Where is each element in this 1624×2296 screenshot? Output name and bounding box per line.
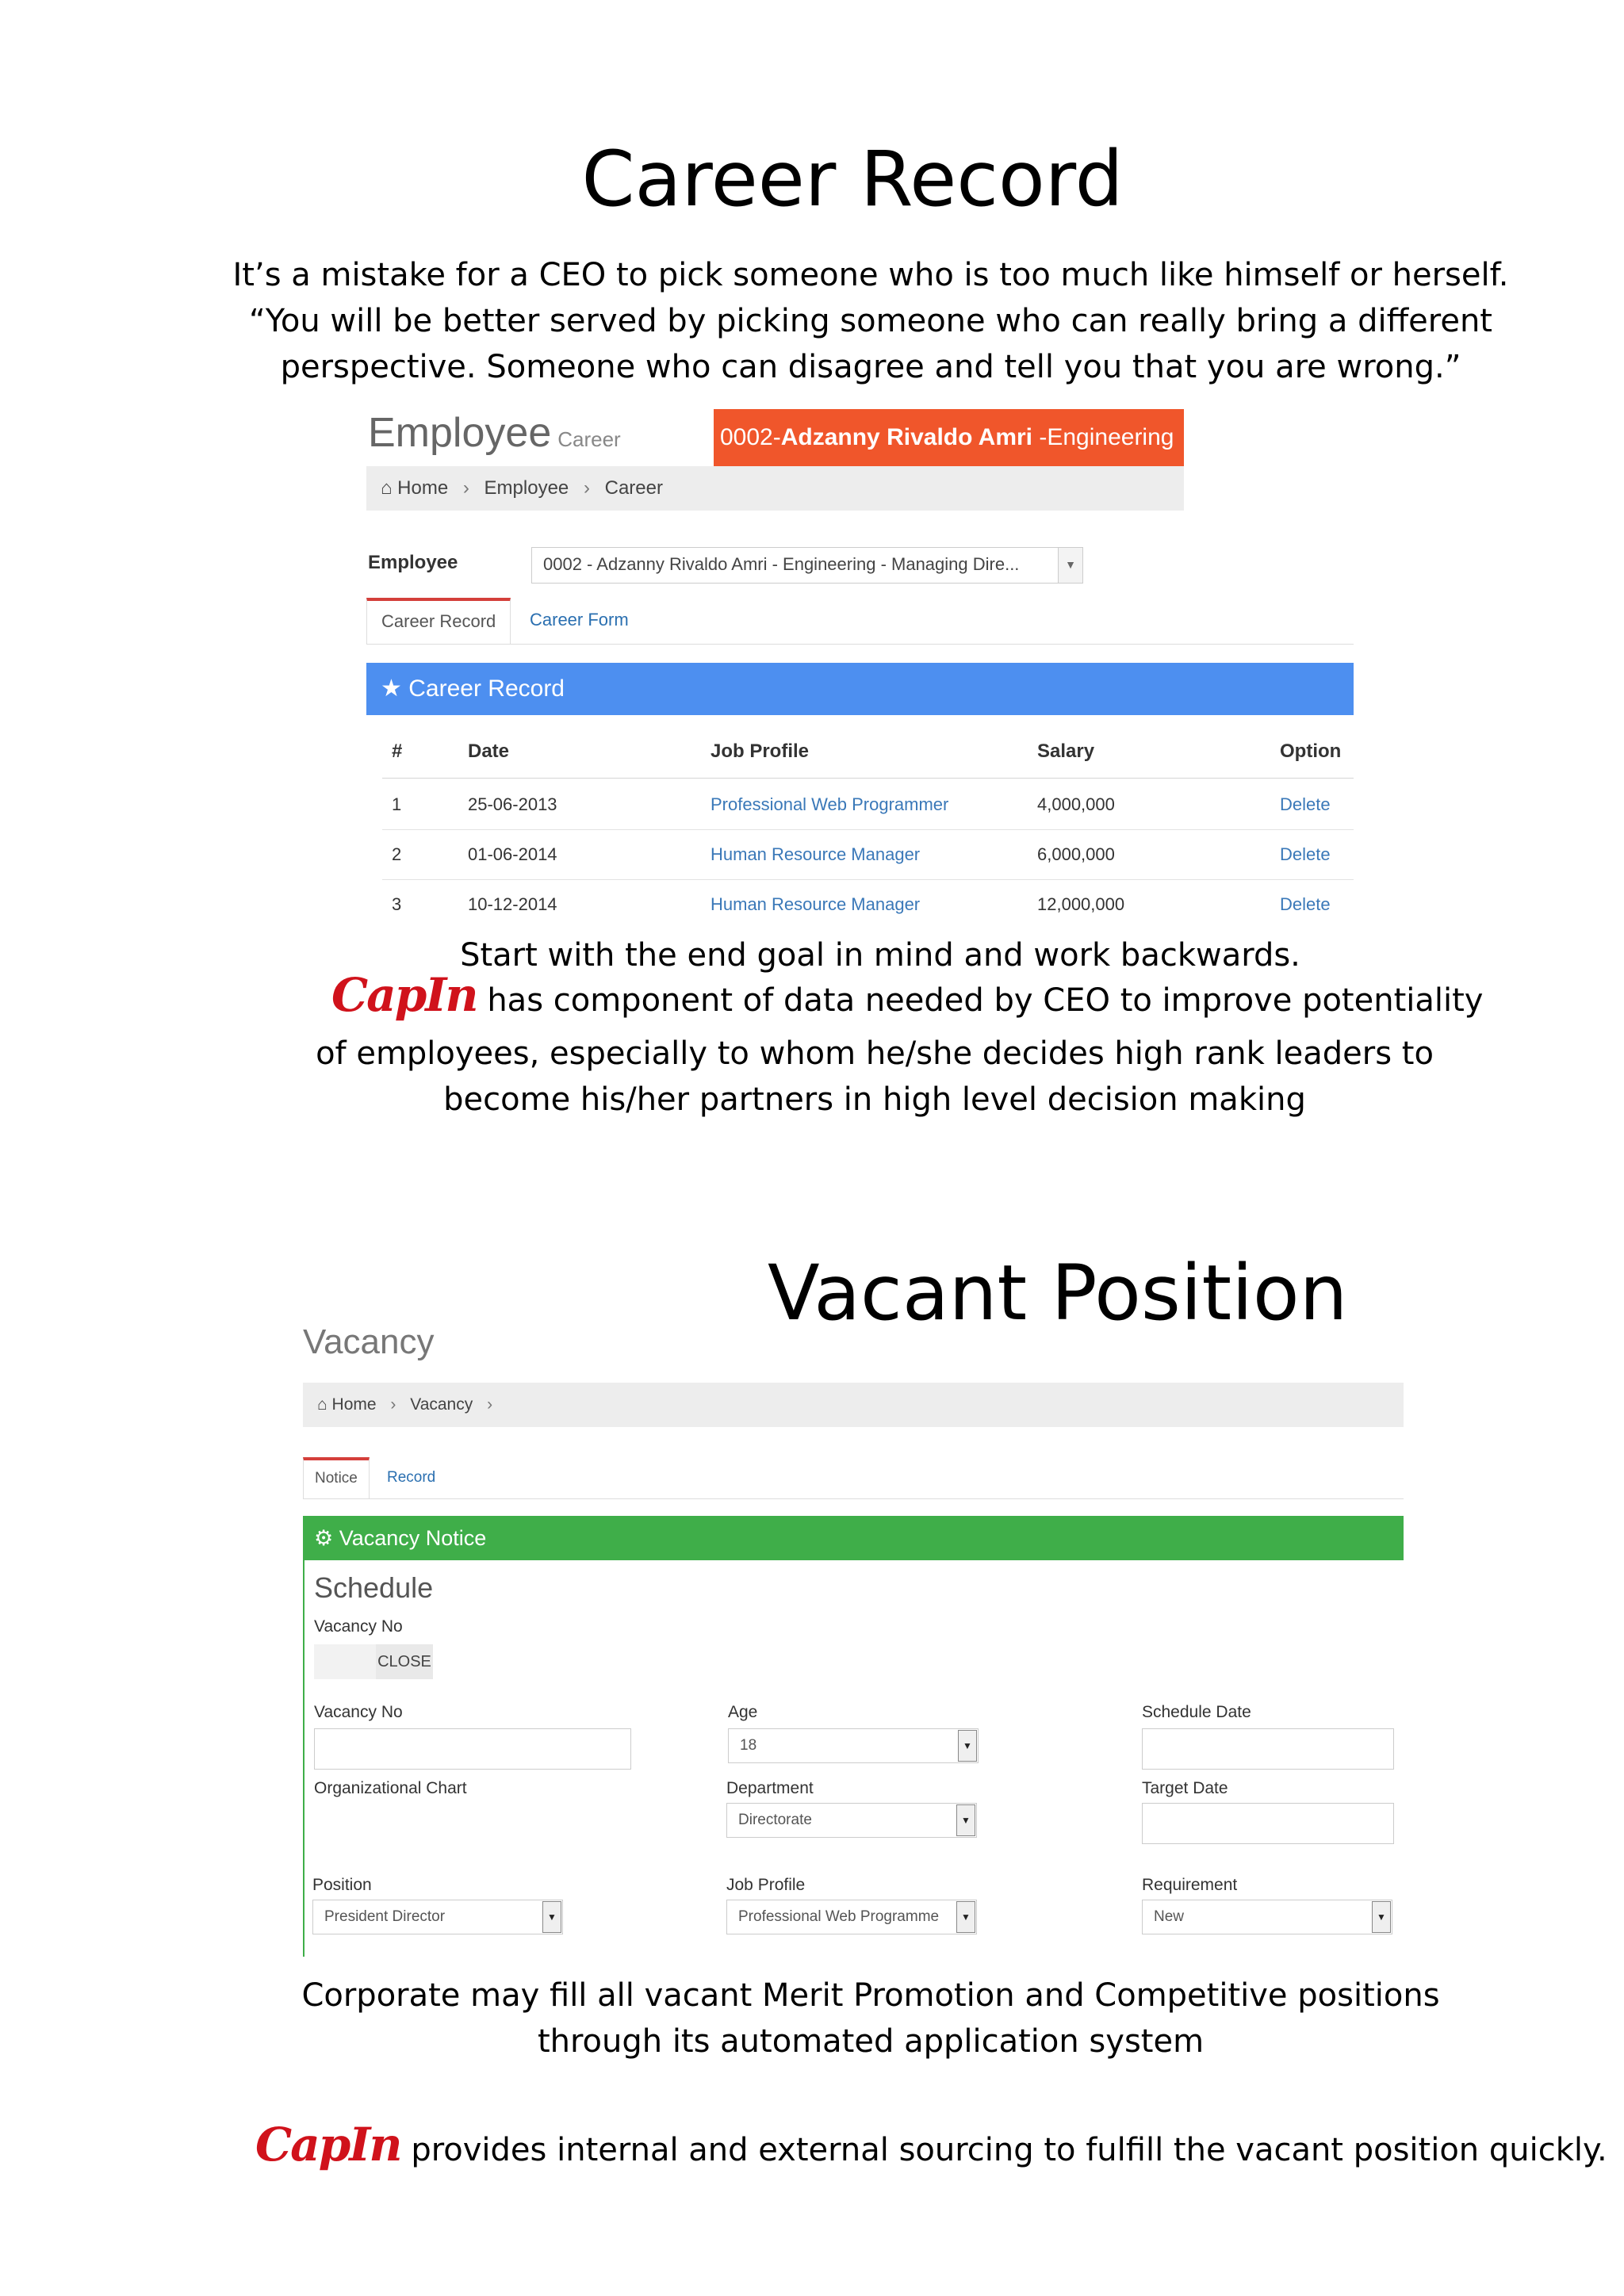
capin-sourcing-line: [255, 2118, 1607, 2173]
table-cell-no: 2: [392, 844, 402, 864]
chevron-down-icon: ▼: [1058, 548, 1082, 583]
column-header-no: #: [392, 740, 403, 762]
requirement-label: Requirement: [1142, 1876, 1238, 1894]
star-icon: ★: [381, 675, 402, 702]
close-button[interactable]: CLOSE: [376, 1644, 433, 1679]
end-goal-text: Start with the end goal in mind and work backwards.: [460, 937, 1300, 974]
chevron-down-icon: ▼: [956, 1901, 975, 1933]
tab-notice[interactable]: Notice: [303, 1457, 370, 1498]
breadcrumb: ⌂ Home › Employee › Career: [366, 466, 1184, 511]
page-title: Employee Career: [368, 410, 621, 456]
chevron-down-icon: ▼: [1372, 1901, 1391, 1933]
page-subtitle: Career: [557, 427, 621, 451]
gears-icon: ⚙: [314, 1526, 334, 1550]
position-label: Position: [312, 1876, 372, 1894]
column-header-option: Option: [1280, 740, 1342, 762]
age-label: Age: [728, 1703, 758, 1721]
chevron-down-icon: ▼: [958, 1730, 977, 1762]
table-cell-no: 1: [392, 794, 402, 814]
department-select[interactable]: Directorate ▼: [726, 1803, 977, 1838]
schedule-date-input[interactable]: [1142, 1728, 1394, 1770]
job-profile-select[interactable]: Professional Web Programme ▼: [726, 1900, 977, 1934]
paragraph-line-3: become his/her partners in high level decision making: [443, 1081, 1306, 1118]
table-cell-salary: 12,000,000: [1037, 894, 1125, 914]
employee-select[interactable]: 0002 - Adzanny Rivaldo Amri - Engineering - Managing Dire... ▼: [531, 547, 1083, 584]
table-cell-no: 3: [392, 894, 402, 914]
table-cell-job-profile[interactable]: Human Resource Manager: [710, 894, 921, 914]
breadcrumb-career: Career: [604, 477, 663, 499]
breadcrumb-home[interactable]: Home: [331, 1395, 377, 1414]
breadcrumb-home[interactable]: Home: [397, 477, 449, 499]
table-cell-salary: 6,000,000: [1037, 844, 1115, 864]
capin-logo: CapIn: [331, 968, 477, 1022]
career-table: [366, 715, 1354, 929]
delete-link[interactable]: Delete: [1280, 794, 1331, 814]
delete-link[interactable]: Delete: [1280, 894, 1331, 914]
employee-label: Employee: [368, 552, 458, 573]
schedule-title: Schedule: [314, 1571, 434, 1604]
quote-line-1: It’s a mistake for a CEO to pick someone who is too much like himself or herself.: [232, 257, 1509, 293]
table-cell-date: 25-06-2013: [468, 794, 557, 814]
delete-link[interactable]: Delete: [1280, 844, 1331, 864]
home-icon: ⌂: [381, 477, 393, 499]
org-chart-label: Organizational Chart: [314, 1779, 467, 1797]
vacancy-no-field-label: Vacancy No: [314, 1703, 403, 1721]
tab-record[interactable]: Record: [387, 1469, 436, 1486]
target-date-label: Target Date: [1142, 1779, 1228, 1797]
vacancy-tabs: [303, 1457, 1404, 1499]
vacancy-toggle[interactable]: [314, 1644, 376, 1679]
capin-logo: CapIn: [255, 2118, 401, 2172]
career-tabs: [366, 598, 1354, 645]
table-cell-salary: 4,000,000: [1037, 794, 1115, 814]
table-cell-job-profile[interactable]: Professional Web Programmer: [710, 794, 949, 814]
column-header-date: Date: [468, 740, 510, 762]
table-cell-job-profile[interactable]: Human Resource Manager: [710, 844, 921, 864]
corporate-text-line-2: through its automated application system: [537, 2023, 1205, 2060]
vacancy-notice-panel-header: ⚙ Vacancy Notice: [303, 1516, 1404, 1560]
capin-paragraph-line: [331, 968, 1484, 1024]
vacancy-page-title: Vacancy: [303, 1322, 435, 1361]
corporate-text-line-1: Corporate may fill all vacant Merit Promotion and Competitive positions: [301, 1977, 1440, 2014]
career-record-panel-header: ★ Career Record: [366, 663, 1354, 715]
vacant-position-heading: Vacant Position: [768, 1249, 1348, 1337]
career-screenshot: [366, 404, 1358, 928]
vacancy-screenshot: [301, 1316, 1411, 1958]
quote: [0, 252, 1624, 390]
table-cell-date: 10-12-2014: [468, 894, 557, 914]
chevron-down-icon: ▼: [956, 1804, 975, 1836]
tab-career-record[interactable]: Career Record: [366, 598, 511, 644]
requirement-select[interactable]: New ▼: [1142, 1900, 1392, 1934]
department-label: Department: [726, 1779, 814, 1797]
breadcrumb-vacancy: Vacancy: [410, 1395, 473, 1414]
chevron-down-icon: ▼: [542, 1901, 561, 1933]
schedule-date-label: Schedule Date: [1142, 1703, 1251, 1721]
employee-banner: 0002-Adzanny Rivaldo Amri -Engineering: [714, 409, 1184, 466]
target-date-input[interactable]: [1142, 1803, 1394, 1844]
quote-line-2: “You will be better served by picking someone who can really bring a different: [249, 303, 1492, 339]
vacancy-no-input[interactable]: [314, 1728, 631, 1770]
column-header-salary: Salary: [1037, 740, 1095, 762]
table-cell-date: 01-06-2014: [468, 844, 557, 864]
job-profile-label: Job Profile: [726, 1876, 806, 1894]
breadcrumb: ⌂ Home › Vacancy ›: [303, 1383, 1404, 1427]
paragraph-line-2: of employees, especially to whom he/she decides high rank leaders to: [316, 1035, 1434, 1072]
home-icon: ⌂: [317, 1395, 327, 1414]
column-header-job-profile: Job Profile: [710, 740, 810, 762]
career-record-heading: Career Record: [581, 135, 1124, 224]
tab-career-form[interactable]: Career Form: [530, 610, 629, 629]
age-select[interactable]: 18 ▼: [728, 1728, 979, 1763]
vacancy-no-label: Vacancy No: [314, 1617, 403, 1636]
paragraph-line-1: has component of data needed by CEO to improve potentiality: [487, 982, 1484, 1019]
quote-line-3: perspective. Someone who can disagree and tell you that you are wrong.”: [280, 349, 1461, 385]
position-select[interactable]: President Director ▼: [312, 1900, 563, 1934]
sourcing-text: provides internal and external sourcing to fulfill the vacant position quickly.: [411, 2132, 1607, 2168]
breadcrumb-employee[interactable]: Employee: [484, 477, 569, 499]
